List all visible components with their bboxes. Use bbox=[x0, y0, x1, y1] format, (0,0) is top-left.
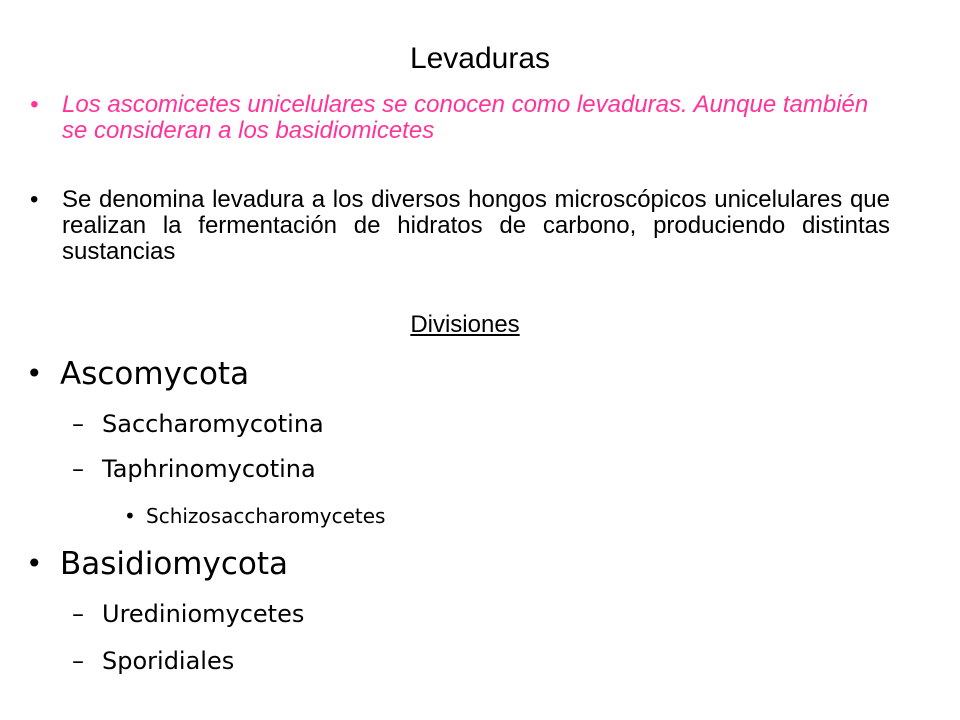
page-title: Levaduras bbox=[409, 42, 551, 75]
dash-marker: – bbox=[72, 410, 84, 438]
dash-marker: – bbox=[72, 647, 84, 675]
divisions-heading: Divisiones bbox=[410, 311, 520, 338]
subdivision-label: Sporidiales bbox=[102, 647, 235, 675]
bullet-marker: • bbox=[26, 357, 43, 390]
bullet-marker: • bbox=[26, 547, 43, 580]
bullet-marker: • bbox=[30, 91, 39, 118]
paragraph-ascomycetes bbox=[30, 92, 890, 144]
dash-marker: – bbox=[72, 600, 84, 628]
subdivision-sporidiales bbox=[72, 644, 234, 678]
bullet-marker: • bbox=[30, 186, 39, 213]
paragraph-text: Los ascomicetes unicelulares se conocen como levaduras. Aunque también se consideran a los basidiomicetes bbox=[62, 91, 869, 144]
subdivision-saccharomycotina bbox=[72, 407, 324, 441]
subdivision-label: Urediniomycetes bbox=[102, 600, 305, 628]
division-label: Basidiomycota bbox=[60, 546, 288, 582]
subdivision-label: Saccharomycotina bbox=[102, 410, 324, 438]
division-basidiomycota bbox=[26, 544, 288, 584]
subdivision-label: Taphrinomycotina bbox=[102, 455, 316, 483]
bullet-marker: • bbox=[124, 504, 136, 528]
paragraph-text: Se denomina levadura a los diversos hongos microscópicos unicelulares que realizan la fermentación de hidratos de carbono, produciendo distintas sustancias bbox=[62, 186, 890, 265]
subdivision-urediniomycetes bbox=[72, 597, 304, 631]
class-label: Schizosaccharomycetes bbox=[146, 504, 386, 528]
division-label: Ascomycota bbox=[60, 356, 250, 392]
dash-marker: – bbox=[72, 455, 84, 483]
class-schizosaccharomycetes bbox=[124, 502, 385, 530]
paragraph-definition bbox=[30, 187, 890, 265]
division-ascomycota bbox=[26, 354, 249, 394]
subdivision-taphrinomycotina bbox=[72, 452, 316, 486]
